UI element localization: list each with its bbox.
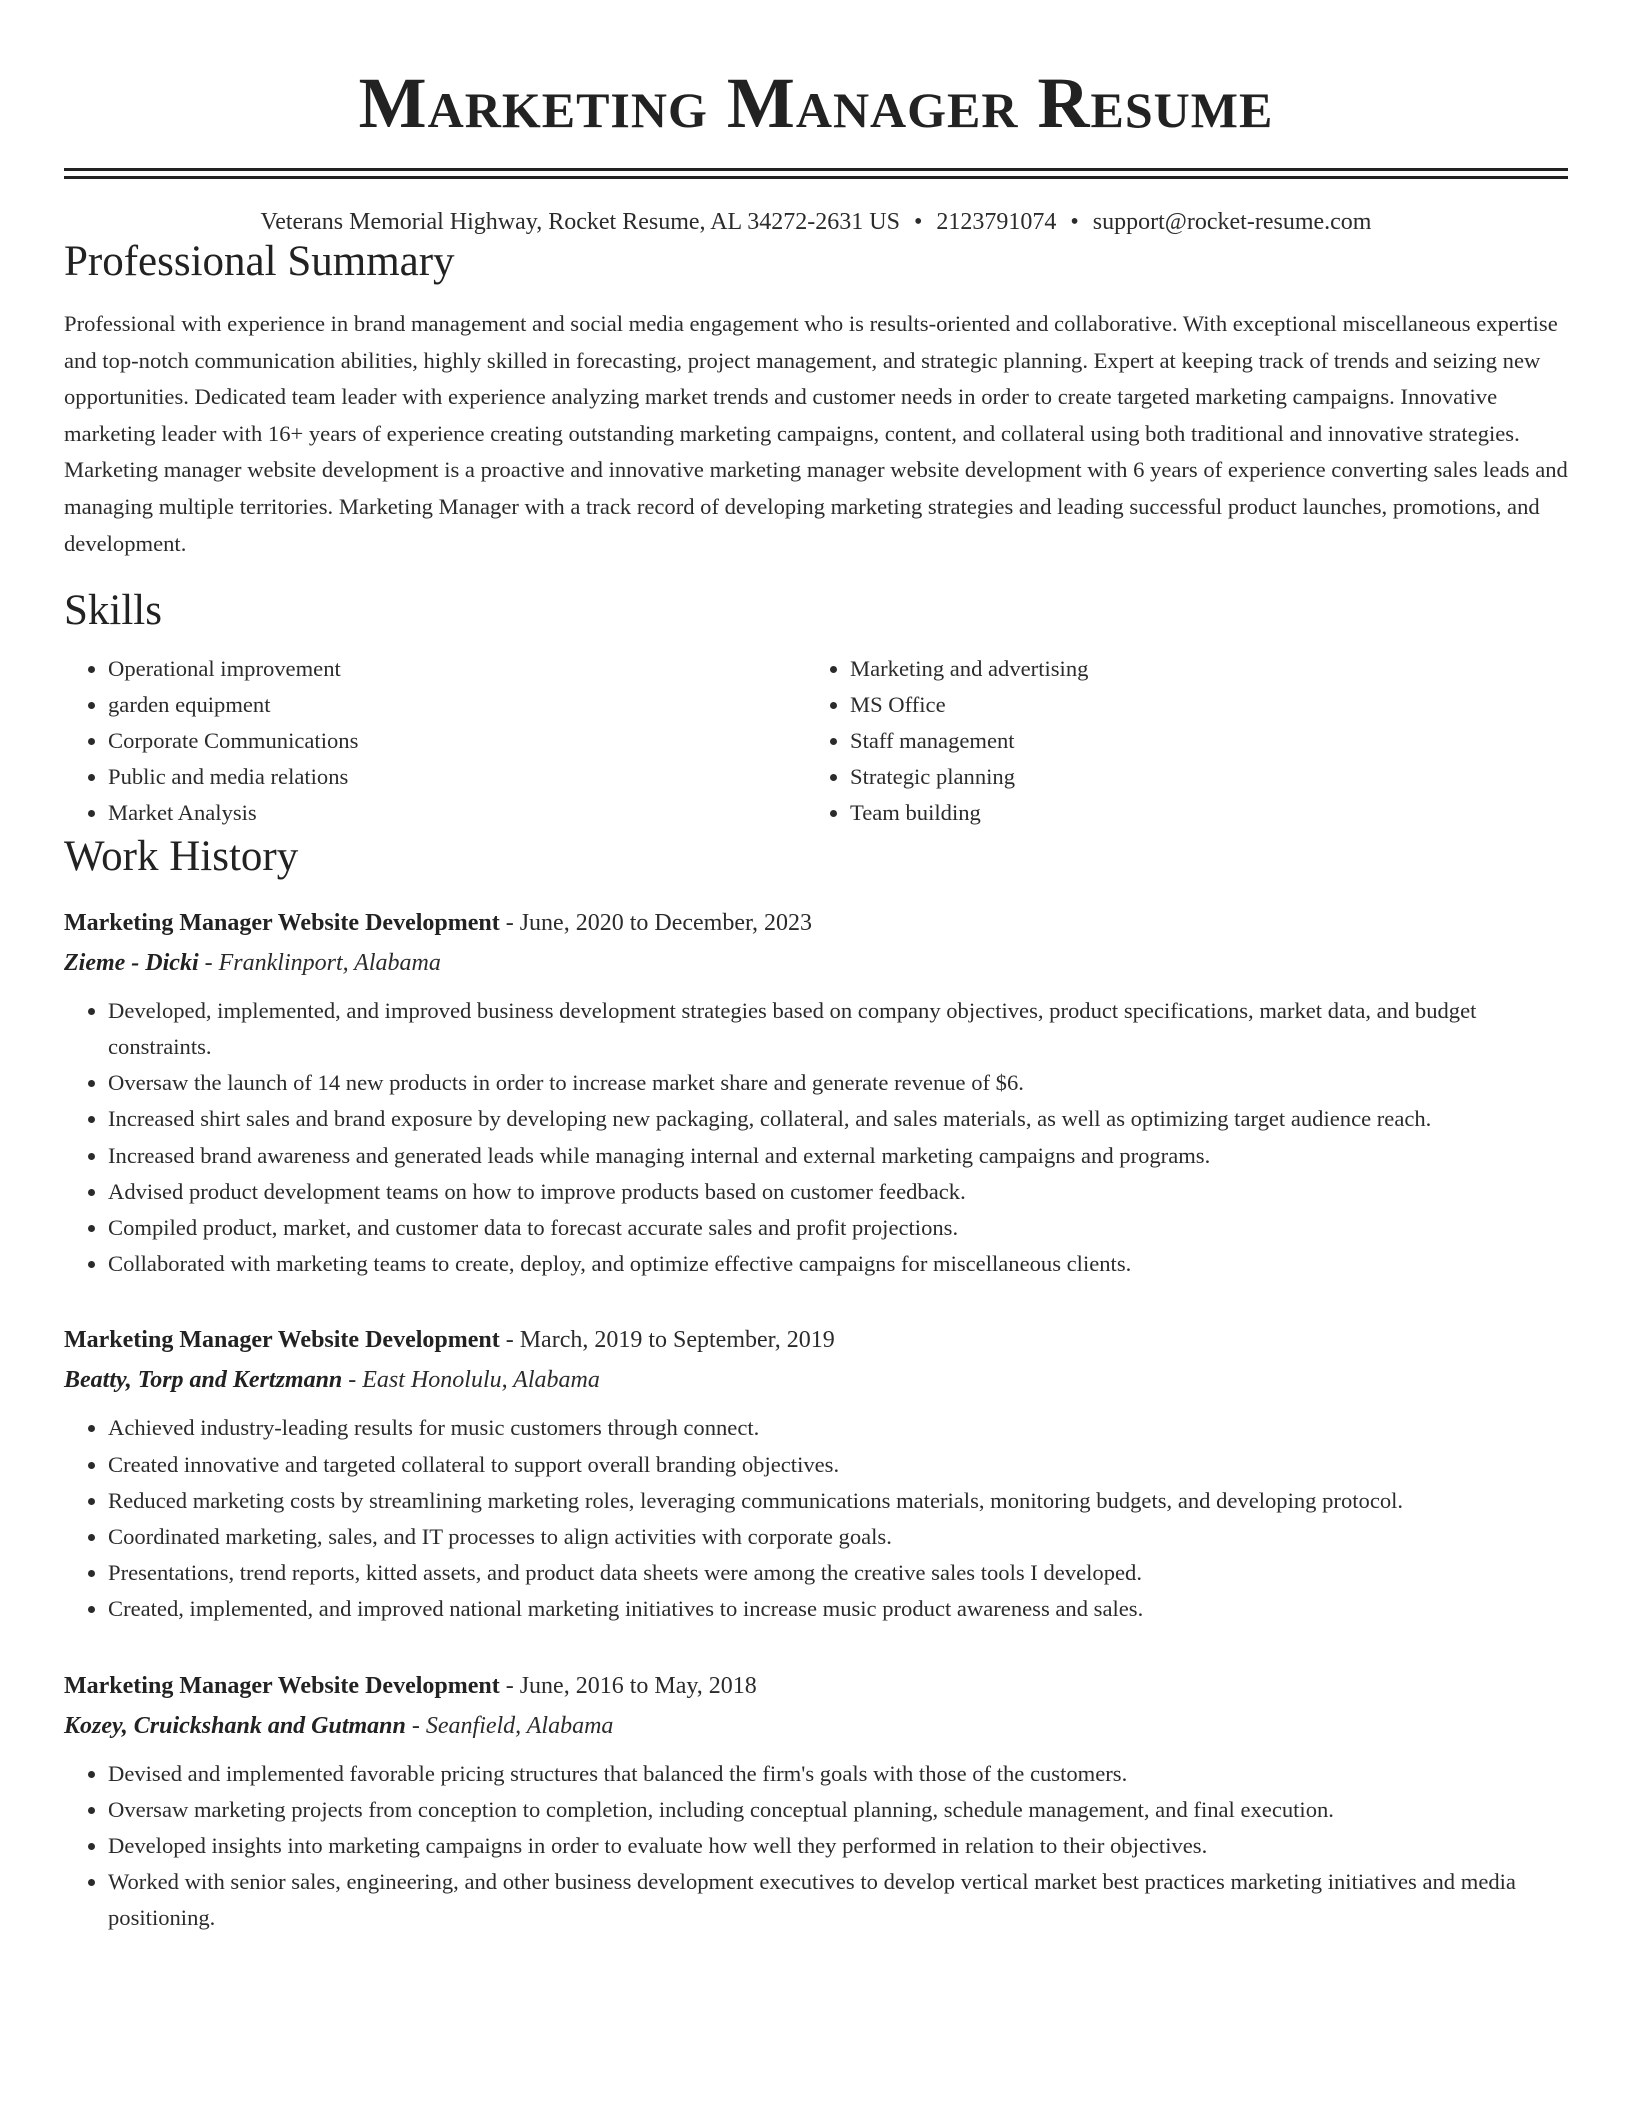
company-location: - Franklinport, Alabama xyxy=(198,949,441,976)
job-bullet: • Developed insights into marketing campaigns in order to evaluate how well they performed in relation to their objectives. xyxy=(108,1828,1568,1864)
contact-phone: 2123791074 xyxy=(936,209,1057,235)
job-bullet: • Reduced marketing costs by streamlining marketing roles, leveraging communications materials, monitoring budgets, and developing protocol. xyxy=(108,1483,1568,1519)
skill-item: • Corporate Communications xyxy=(108,723,806,759)
job-dates: - June, 2016 to May, 2018 xyxy=(499,1672,757,1699)
skill-item: • Marketing and advertising xyxy=(850,651,1548,687)
job-title-line xyxy=(64,1666,1568,1706)
job-bullet: • Presentations, trend reports, kitted assets, and product data sheets were among the creative sales tools I developed. xyxy=(108,1555,1568,1591)
work-history-heading: Work History xyxy=(64,832,299,880)
job-dates: - March, 2019 to September, 2019 xyxy=(499,1327,835,1354)
title-divider xyxy=(64,168,1568,179)
skill-item: • garden equipment xyxy=(108,687,806,723)
job-entry xyxy=(64,1320,1568,1627)
company-name: Zieme - Dicki xyxy=(64,949,199,976)
skills-heading: Skills xyxy=(64,586,162,634)
skill-item: • Team building xyxy=(850,795,1548,831)
job-bullet: • Devised and implemented favorable pricing structures that balanced the firm's goals with those of the customers. xyxy=(108,1756,1568,1792)
job-bullet: • Worked with senior sales, engineering, and other business development executives to develop vertical market best practices marketing initiatives and media positioning. xyxy=(108,1864,1568,1936)
skill-item: • Strategic planning xyxy=(850,759,1548,795)
summary-heading: Professional Summary xyxy=(64,238,455,285)
job-title: Marketing Manager Website Development xyxy=(64,1327,500,1354)
contact-email: support@rocket-resume.com xyxy=(1092,209,1372,235)
company-location: - Seanfield, Alabama xyxy=(405,1712,614,1739)
skill-item: • Operational improvement xyxy=(108,651,806,687)
job-bullet: • Compiled product, market, and customer data to forecast accurate sales and profit projections. xyxy=(108,1210,1568,1246)
contact-separator: • xyxy=(913,209,923,235)
job-bullets xyxy=(64,993,1568,1283)
job-bullet: • Increased shirt sales and brand exposure by developing new packaging, collateral, and sales materials, as well as optimizing target audience reach. xyxy=(108,1101,1568,1137)
company-name: Kozey, Cruickshank and Gutmann xyxy=(64,1712,406,1739)
company-name: Beatty, Torp and Kertzmann xyxy=(64,1367,343,1394)
job-bullet: • Coordinated marketing, sales, and IT processes to align activities with corporate goals. xyxy=(108,1519,1568,1555)
skills-list xyxy=(64,651,1568,831)
job-title-line xyxy=(64,1320,1568,1360)
job-entry xyxy=(64,903,1568,1283)
contact-address: Veterans Memorial Highway, Rocket Resume, AL 34272-2631 US xyxy=(260,209,900,235)
skill-item: • Staff management xyxy=(850,723,1548,759)
page-title: Marketing Manager Resume xyxy=(358,63,1274,143)
job-title: Marketing Manager Website Development xyxy=(64,909,500,936)
job-bullet: • Oversaw marketing projects from conception to completion, including conceptual planning, schedule management, and final execution. xyxy=(108,1792,1568,1828)
job-bullet: • Advised product development teams on how to improve products based on customer feedback. xyxy=(108,1174,1568,1210)
job-title: Marketing Manager Website Development xyxy=(64,1672,500,1699)
job-bullet: • Developed, implemented, and improved business development strategies based on company objectives, product specifications, market data, and budget constraints. xyxy=(108,993,1568,1065)
job-bullet: • Oversaw the launch of 14 new products in order to increase market share and generate revenue of $6. xyxy=(108,1065,1568,1101)
summary-text: Professional with experience in brand management and social media engagement who is results-oriented and collaborative. With exceptional miscellaneous expertise and top-notch communication abilities, highly skilled in forecasting, project management, and strategic planning. Expert at keeping track of trends and seizing new opportunities. Dedicated team leader with experience analyzing market trends and customer needs in order to create targeted marketing campaigns. Innovative marketing leader with 16+ years of experience creating outstanding marketing campaigns, content, and collateral using both traditional and innovative strategies. Marketing manager website development is a proactive and innovative marketing manager website development with 6 years of experience converting sales leads and managing multiple territories. Marketing Manager with a track record of developing marketing strategies and leading successful product launches, promotions, and development. xyxy=(64,311,1568,556)
job-bullet: • Created, implemented, and improved national marketing initiatives to increase music product awareness and sales. xyxy=(108,1591,1568,1627)
company-line xyxy=(64,1360,1568,1400)
skill-item: • Public and media relations xyxy=(108,759,806,795)
skills-column-left xyxy=(64,651,806,831)
job-title-line xyxy=(64,903,1568,943)
contact-line xyxy=(64,209,1568,236)
job-bullet: • Collaborated with marketing teams to create, deploy, and optimize effective campaigns for miscellaneous clients. xyxy=(108,1246,1568,1282)
company-location: - East Honolulu, Alabama xyxy=(342,1367,600,1394)
skill-item: • Market Analysis xyxy=(108,795,806,831)
job-bullet: • Achieved industry-leading results for music customers through connect. xyxy=(108,1410,1568,1446)
contact-separator: • xyxy=(1070,209,1079,235)
job-dates: - June, 2020 to December, 2023 xyxy=(499,909,813,936)
job-bullet: • Increased brand awareness and generated leads while managing internal and external marketing campaigns and programs. xyxy=(108,1138,1568,1174)
job-bullets xyxy=(64,1410,1568,1627)
job-bullet: • Created innovative and targeted collateral to support overall branding objectives. xyxy=(108,1447,1568,1483)
job-entry xyxy=(64,1666,1568,1937)
skills-column-right xyxy=(806,651,1548,831)
job-bullets xyxy=(64,1756,1568,1937)
company-line xyxy=(64,1706,1568,1746)
company-line xyxy=(64,943,1568,983)
skill-item: • MS Office xyxy=(850,687,1548,723)
